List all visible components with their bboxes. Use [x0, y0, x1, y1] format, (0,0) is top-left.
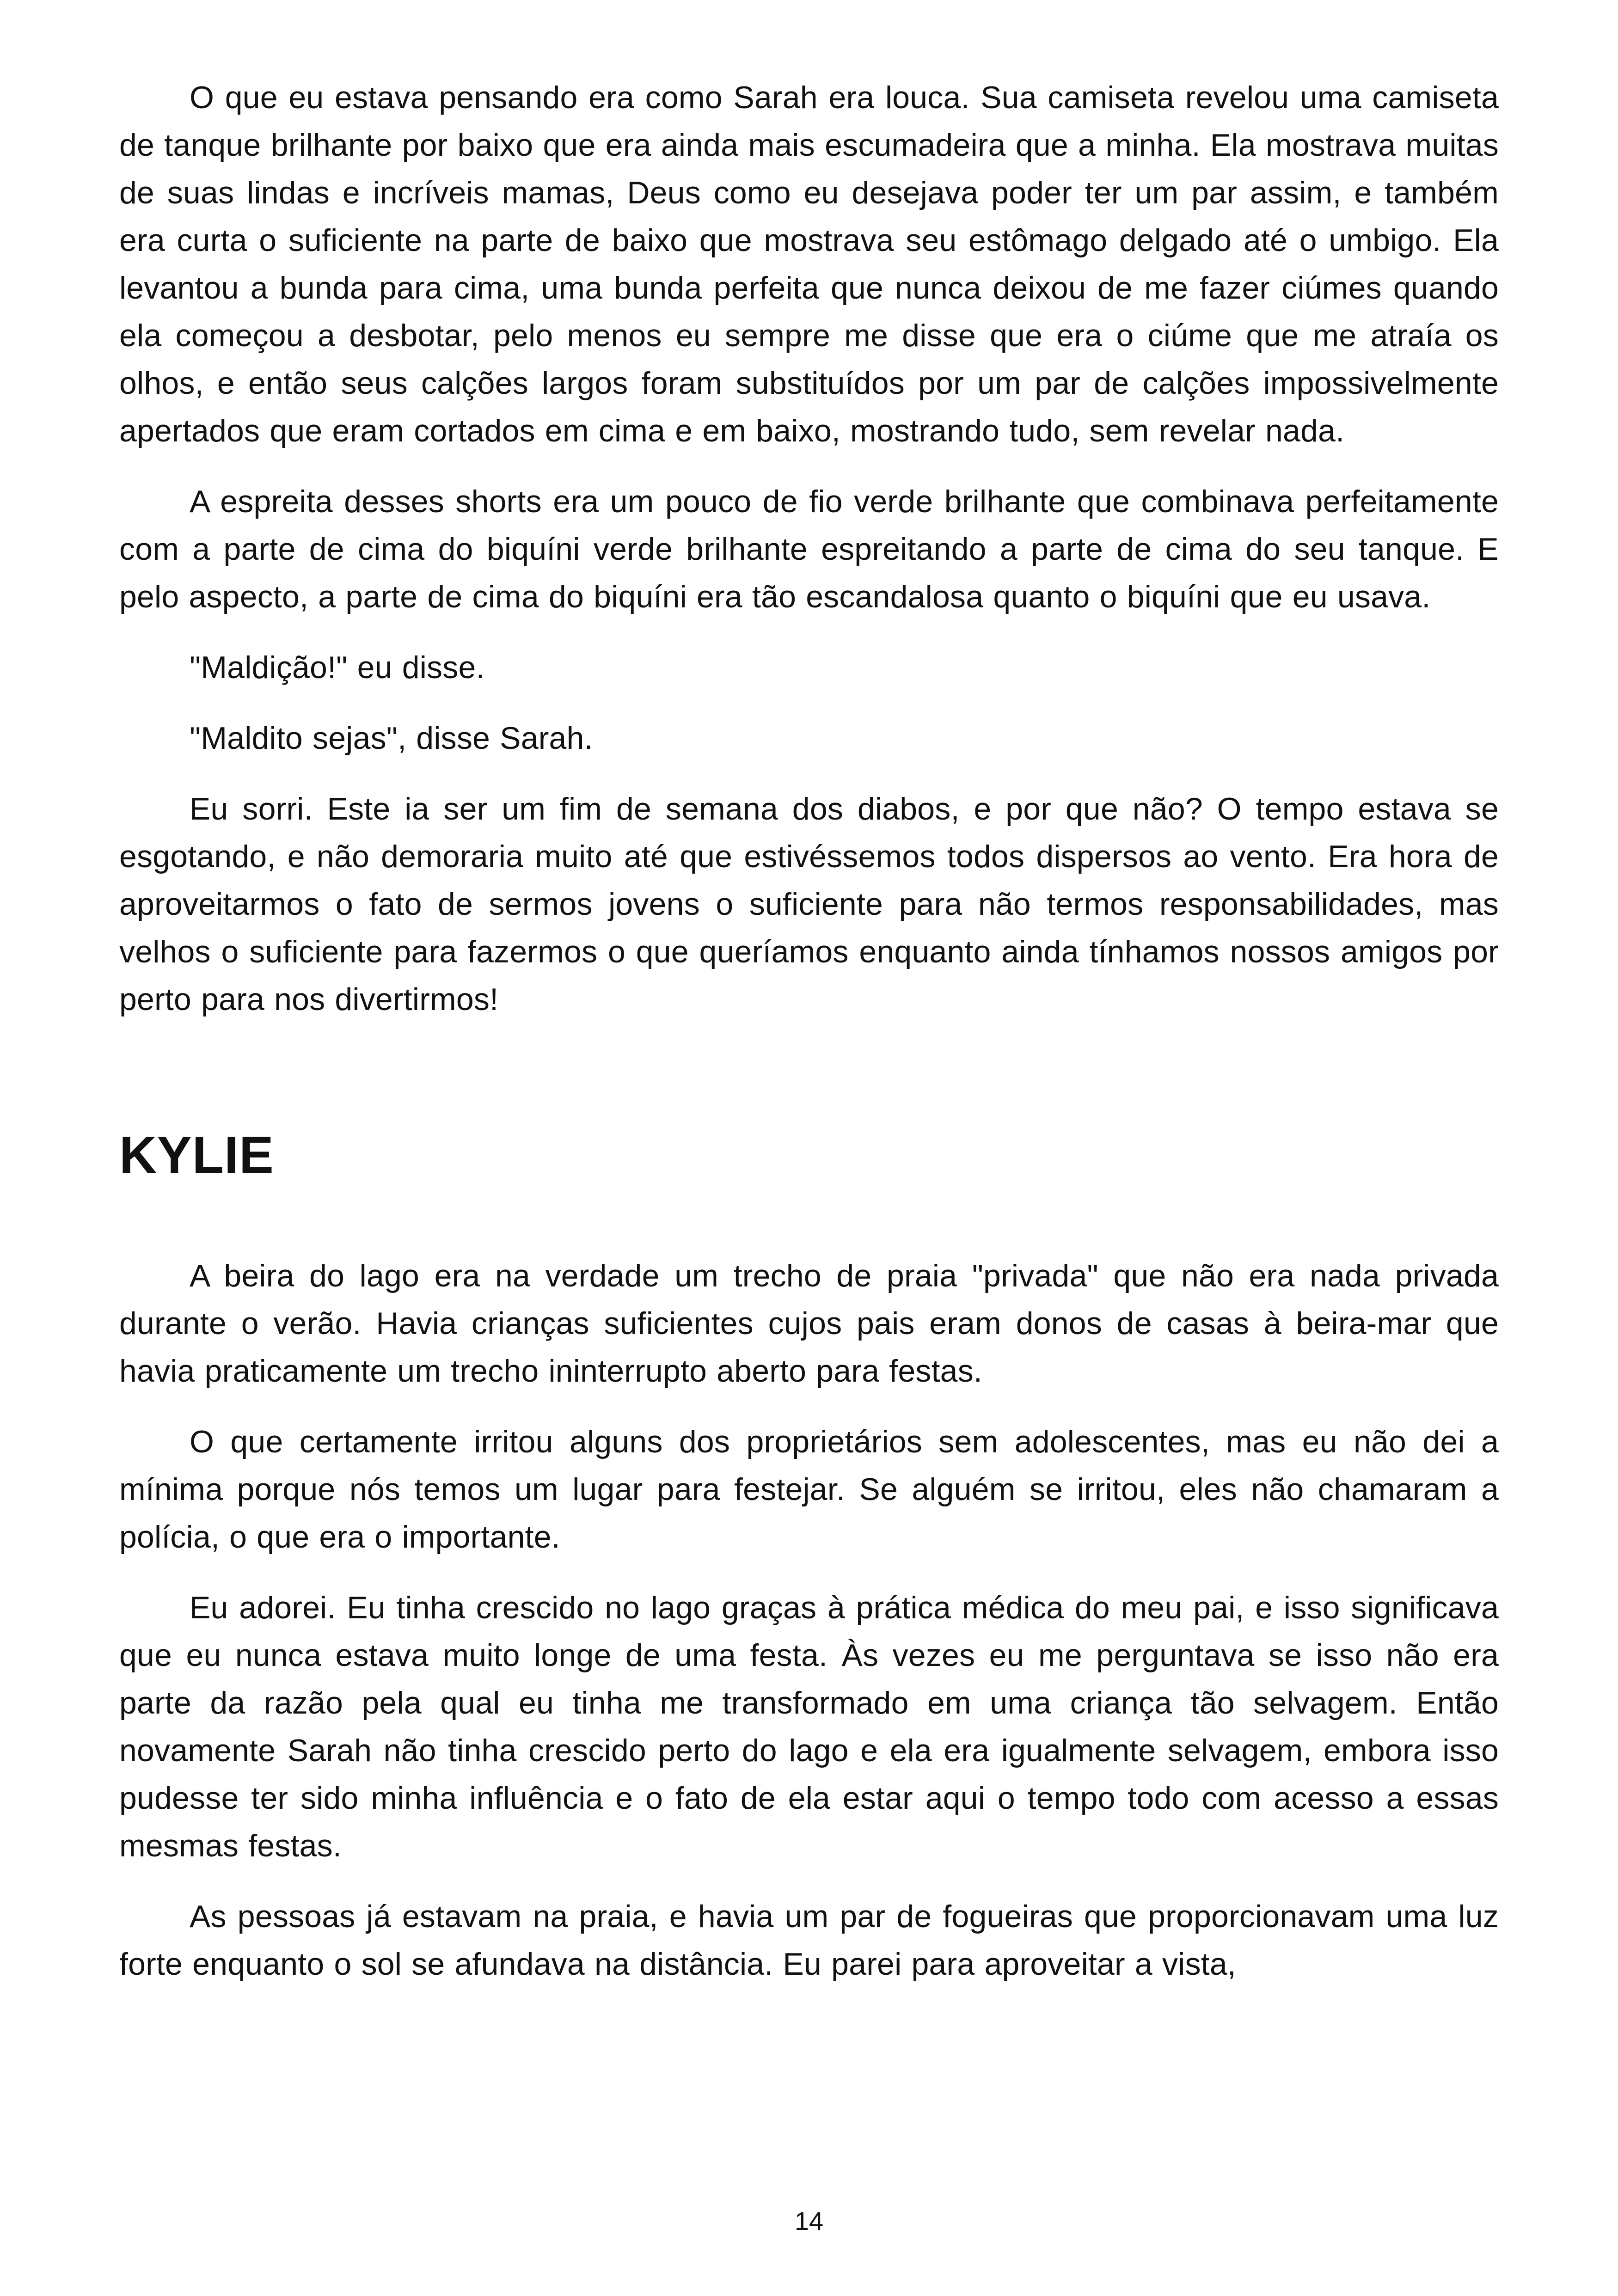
paragraph: Eu sorri. Este ia ser um fim de semana dos diabos, e por que não? O tempo estava se esgotando, e não demoraria muito até que estivéssemos todos dispersos ao vento. Era hora de aproveitarmos o fato de sermos jovens o suficiente para não termos responsabilidades, mas velhos o suficiente para fazermos o que queríamos enquanto ainda tínhamos nossos amigos por perto para nos divertirmos! — [119, 791, 1499, 1017]
paragraph: Eu adorei. Eu tinha crescido no lago graças à prática médica do meu pai, e isso significava que eu nunca estava muito longe de uma festa. Às vezes eu me perguntava se isso não era parte da razão pela qual eu tinha me transformado em uma criança tão selvagem. Então novamente Sarah não tinha crescido perto do lago e ela era igualmente selvagem, embora isso pudesse ter sido minha influência e o fato de ela estar aqui o tempo todo com acesso a essas mesmas festas. — [119, 1590, 1499, 1863]
paragraph: A espreita desses shorts era um pouco de fio verde brilhante que combinava perfeitamente com a parte de cima do biquíni verde brilhante espreitando a parte de cima do seu tanque. E pelo aspecto, a parte de cima do biquíni era tão escandalosa quanto o biquíni que eu usava. — [119, 484, 1499, 614]
paragraph: O que eu estava pensando era como Sarah era louca. Sua camiseta revelou uma camiseta de tanque brilhante por baixo que era ainda mais escumadeira que a minha. Ela mostrava muitas de suas lindas e incríveis mamas, Deus como eu desejava poder ter um par assim, e também era curta o suficiente na parte de baixo que mostrava seu estômago delgado até o umbigo. Ela levantou a bunda para cima, uma bunda perfeita que nunca deixou de me fazer ciúmes quando ela começou a desbotar, pelo menos eu sempre me disse que era o ciúme que me atraía os olhos, e então seus calções largos foram substituídos por um par de calções impossivelmente apertados que eram cortados em cima e em baixo, mostrando tudo, sem revelar nada. — [119, 80, 1499, 448]
dialogue-line: "Maldito sejas", disse Sarah. — [190, 721, 593, 756]
text-column — [119, 74, 1499, 2011]
chapter-heading: KYLIE — [119, 1126, 274, 1184]
dialogue-line: "Maldição!" eu disse. — [190, 650, 485, 685]
paragraph: A beira do lago era na verdade um trecho de praia "privada" que não era nada privada durante o verão. Havia crianças suficientes cujos pais eram donos de casas à beira-mar que havia praticamente um trecho ininterrupto aberto para festas. — [119, 1258, 1499, 1389]
paragraph: O que certamente irritou alguns dos proprietários sem adolescentes, mas eu não dei a mínima porque nós temos um lugar para festejar. Se alguém se irritou, eles não chamaram a polícia, o que era o importante. — [119, 1424, 1499, 1555]
page-number: 14 — [794, 2206, 824, 2235]
paragraph: As pessoas já estavam na praia, e havia um par de fogueiras que proporcionavam uma luz forte enquanto o sol se afundava na distância. Eu parei para aproveitar a vista, — [119, 1899, 1499, 1982]
